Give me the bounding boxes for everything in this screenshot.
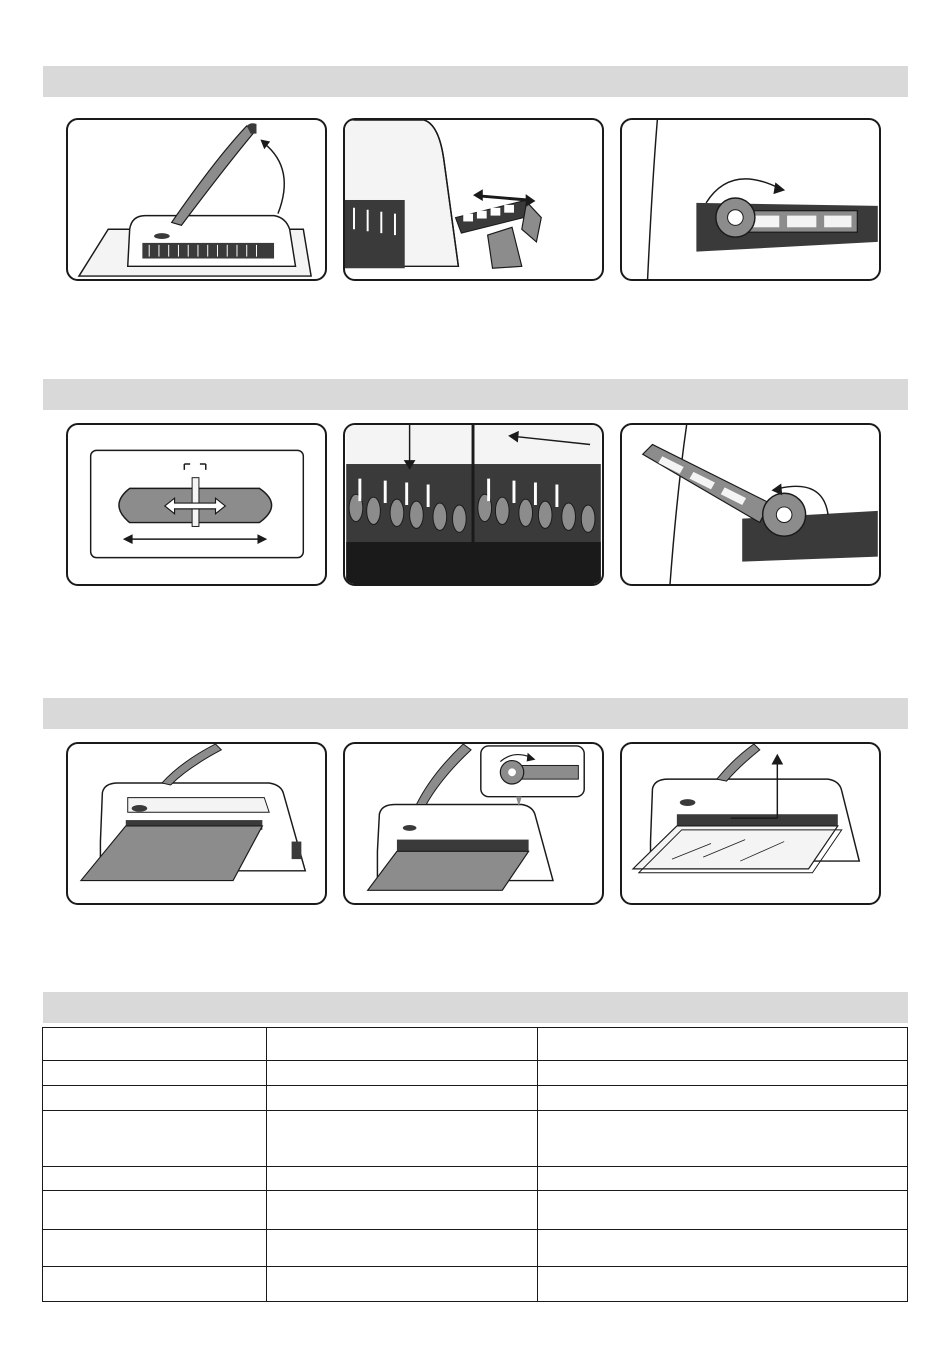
table-cell [43, 1111, 267, 1167]
paper-inserted-icon [68, 744, 325, 903]
lever-rotate-clockwise-icon [622, 120, 879, 279]
table-row [43, 1167, 908, 1191]
table-cell [43, 1230, 267, 1267]
table-cell [538, 1267, 908, 1302]
table-cell [538, 1167, 908, 1191]
table-cell [43, 1086, 267, 1111]
section-2-header-band [43, 379, 908, 410]
paper-centering-guide-icon [68, 425, 325, 584]
table-cell [43, 1191, 267, 1230]
table-cell [267, 1191, 538, 1230]
step-8-panel-comb-opening [343, 742, 604, 905]
table-cell [538, 1086, 908, 1111]
table-row [43, 1230, 908, 1267]
step-1-panel-comb-lever-raised [66, 118, 327, 281]
table-cell [538, 1230, 908, 1267]
section-1-header-band [43, 66, 908, 97]
table-cell [538, 1028, 908, 1061]
section-3-header-band [43, 698, 908, 729]
table-cell [267, 1111, 538, 1167]
table-cell [538, 1061, 908, 1086]
step-4-panel-paper-guide [66, 423, 327, 586]
table-row [43, 1191, 908, 1230]
step-6-panel-lever-rotate-back [620, 423, 881, 586]
table-row [43, 1028, 908, 1061]
specification-table [42, 1027, 908, 1302]
slide-guide-arrow-icon [345, 120, 602, 279]
lever-rotate-back-icon [622, 425, 879, 584]
section-4-header-band [43, 992, 908, 1023]
table-cell [43, 1028, 267, 1061]
comb-opening-icon [345, 744, 602, 903]
table-row [43, 1061, 908, 1086]
step-7-panel-paper-inserted [66, 742, 327, 905]
table-cell [43, 1061, 267, 1086]
table-cell [43, 1267, 267, 1302]
table-cell [267, 1086, 538, 1111]
table-row [43, 1111, 908, 1167]
step-5-panel-comb-insertion [343, 423, 604, 586]
table-row [43, 1267, 908, 1302]
table-cell [267, 1267, 538, 1302]
table-cell [43, 1167, 267, 1191]
comb-insertion-icon [345, 425, 602, 584]
table-cell [267, 1028, 538, 1061]
table-cell [267, 1167, 538, 1191]
step-2-panel-slide-guide [343, 118, 604, 281]
comb-lever-raised-icon [68, 120, 325, 279]
table-row [43, 1086, 908, 1111]
table-cell [538, 1111, 908, 1167]
table-cell [267, 1061, 538, 1086]
step-3-panel-lever-rotate [620, 118, 881, 281]
table-cell [538, 1191, 908, 1230]
table-cell [267, 1230, 538, 1267]
step-9-panel-bound-document-removal [620, 742, 881, 905]
bound-document-removal-icon [622, 744, 879, 903]
